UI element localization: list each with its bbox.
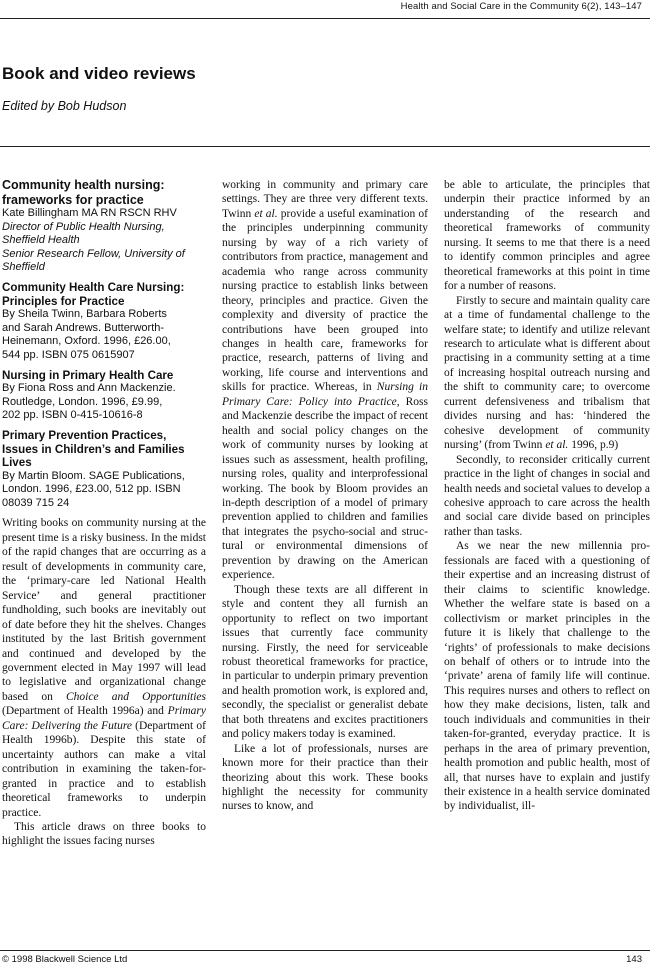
column-1 (2, 178, 206, 849)
section-rule (0, 146, 650, 147)
column-3 (444, 178, 650, 814)
book-entry (2, 429, 206, 511)
reviewer-role-1a: Director of Public Health Nursing, (2, 220, 165, 233)
body-paragraph: be able to articulate, the principles that underpin their practice informed by an understanding of the research and theoretical frameworks of community nursing. It seems to me that there is a need to identify common principles and agree theoretical frameworks at this point in time for a number of reasons. (444, 179, 650, 293)
editor-line: Edited by Bob Hudson (2, 99, 127, 113)
book-entry (2, 281, 206, 363)
book-title: Lives (2, 456, 32, 470)
copyright-footer: © 1998 Blackwell Science Ltd (2, 954, 128, 965)
book-title: Primary Prevention Practices, (2, 428, 167, 442)
review-title-line-2: frameworks for practice (2, 192, 144, 207)
body-paragraph: Like a lot of professionals, nurses are known more for their practice than their theorizing about this work. These books highlight the necessity for community nurses to know, and (222, 742, 428, 813)
book-details: 08039 715 24 (2, 496, 70, 509)
footer-rule (0, 950, 650, 951)
body-paragraph: This article draws on three books to highlight the issues facing nurses (2, 820, 206, 848)
reviewer-block (2, 178, 206, 275)
reviewer-name: Kate Billingham MA RN RSCN RHV (2, 207, 177, 219)
book-details: By Sheila Twinn, Barbara Roberts (2, 308, 167, 321)
book-entry (2, 369, 206, 423)
book-details: London. 1996, £23.00, 512 pp. ISBN (2, 483, 181, 496)
reviewer-role-2b: Sheffield (2, 261, 45, 274)
page-number: 143 (626, 954, 642, 965)
body-paragraph: Though these texts are all different in style and content they all furnish an opportunity to reflect on two important issues that currently face community nursing. Firstly, the need for serviceable robust theoretical frameworks for practice, in particular to underpin primary prevention and health promotion work, is explored and, secondly, the specialist or generalist debate that both threatens and excites practitioners and policy makers today is examined. (222, 583, 428, 741)
book-details: By Fiona Ross and Ann Mackenzie. (2, 382, 176, 395)
reviewer-role-2a: Senior Research Fellow, University of (2, 247, 185, 260)
book-title: Community Health Care Nursing: (2, 280, 185, 294)
book-title: Issues in Children’s and Families (2, 442, 185, 456)
book-title: Principles for Practice (2, 294, 125, 308)
book-title: Nursing in Primary Health Care (2, 368, 174, 382)
body-paragraph: Secondly, to reconsider critically current practice in the light of changes in social and health needs and societal values to develop a cohesive approach to care across the health and social care divide based on principles rather than tasks. (444, 453, 650, 538)
book-details: By Martin Bloom. SAGE Publications, (2, 469, 185, 482)
running-head: Health and Social Care in the Community 6(2), 143–147 (400, 1, 642, 12)
column-2 (222, 178, 428, 814)
book-details: and Sarah Andrews. Butterworth- (2, 321, 165, 334)
book-details: 544 pp. ISBN 075 0615907 (2, 348, 135, 361)
book-details: Heinemann, Oxford. 1996, £26.00, (2, 335, 171, 348)
reviewer-role-1b: Sheffield Health (2, 234, 80, 247)
book-details: 202 pp. ISBN 0-415-10616-8 (2, 409, 143, 422)
header-rule (0, 18, 650, 19)
body-paragraph: Firstly to secure and maintain quality care at a time of fundamental challenge to the welfare state; to identify and utilize relevant research to articulate what is different about practising in a community setting at a time of increasing hospital outreach nursing and the shift to community care; to overcome current defensiveness and tribalism that divides nursing and has: ‘hindered the cohesive development of community nursing’ (from Twinn et al. 1996, p.9) (444, 294, 650, 452)
book-details: Routledge, London. 1996, £9.99, (2, 395, 163, 408)
review-title-line-1: Community health nursing: (2, 178, 165, 192)
body-paragraph: As we near the new millennia professionals are faced with a questioning of their expertise and an increasing distrust of their claims to scientific knowledge. Whether the welfare state is based on a collectivism or market principles in the future it is likely that challenge to the ‘rights’ of professionals to make decisions on behalf of others or to intrude into the ‘private’ arena of family life will continue. This requires nurses and others to reflect on how they make decisions, listen, talk and touch individuals and communities in their taken-for-granted, everyday practice. It is perhaps in the area of primary prevention, health promotion and public health, most of all, that nurses have to explain and justify their existence in a health service dominated by individualist, ill- (444, 540, 650, 813)
body-paragraph: working in community and primary care settings. They are three very different texts. Twinn et al. provide a useful examination of the principles underpinning community nursing by way of a rich variety of contributors from practice, management and academia who range across community nursing practice to establish links between theory, principles and practice. Given the complexity and diversity of practice the contributions have been grouped into changes in health care, frameworks for practice, research, patterns of living and working, life course and interventions and skills for practice. Whereas, in Nursing in Primary Care: Policy into Practice, Ross and Mackenzie describe the impact of recent health and social policy changes on the work of community nurses by looking at issues such as assessment, health profiling, nursing roles, quality and interprofessional working. The book by Bloom provides an in-depth description of a model of primary prevention applied to children and families that integrates the psycho-social and structural or environmental dimensions of prevention by drawing on the American experience. (222, 179, 429, 582)
section-title: Book and video reviews (2, 64, 196, 83)
body-paragraph: Writing books on community nursing at the present time is a risky business. In the midst of the rapid changes that are occurring as a result of developments in community care, the ‘primary-care led National Health Service’ and general practitioner fundholding, such books are inevitably out of date before they hit the shelves. Changes instituted by the last British government and continued and developed by the government elected in May 1997 will lead to legislative and organizational change based on Choice and Opportunities (Department of Health 1996a) and Primary Care: Delivering the Future (Department of Health 1996b). Despite this state of uncertainty authors can make a vital contribution in examining the taken-for-granted in practice and to establish theoretical frameworks to underpin practice. (2, 517, 207, 819)
